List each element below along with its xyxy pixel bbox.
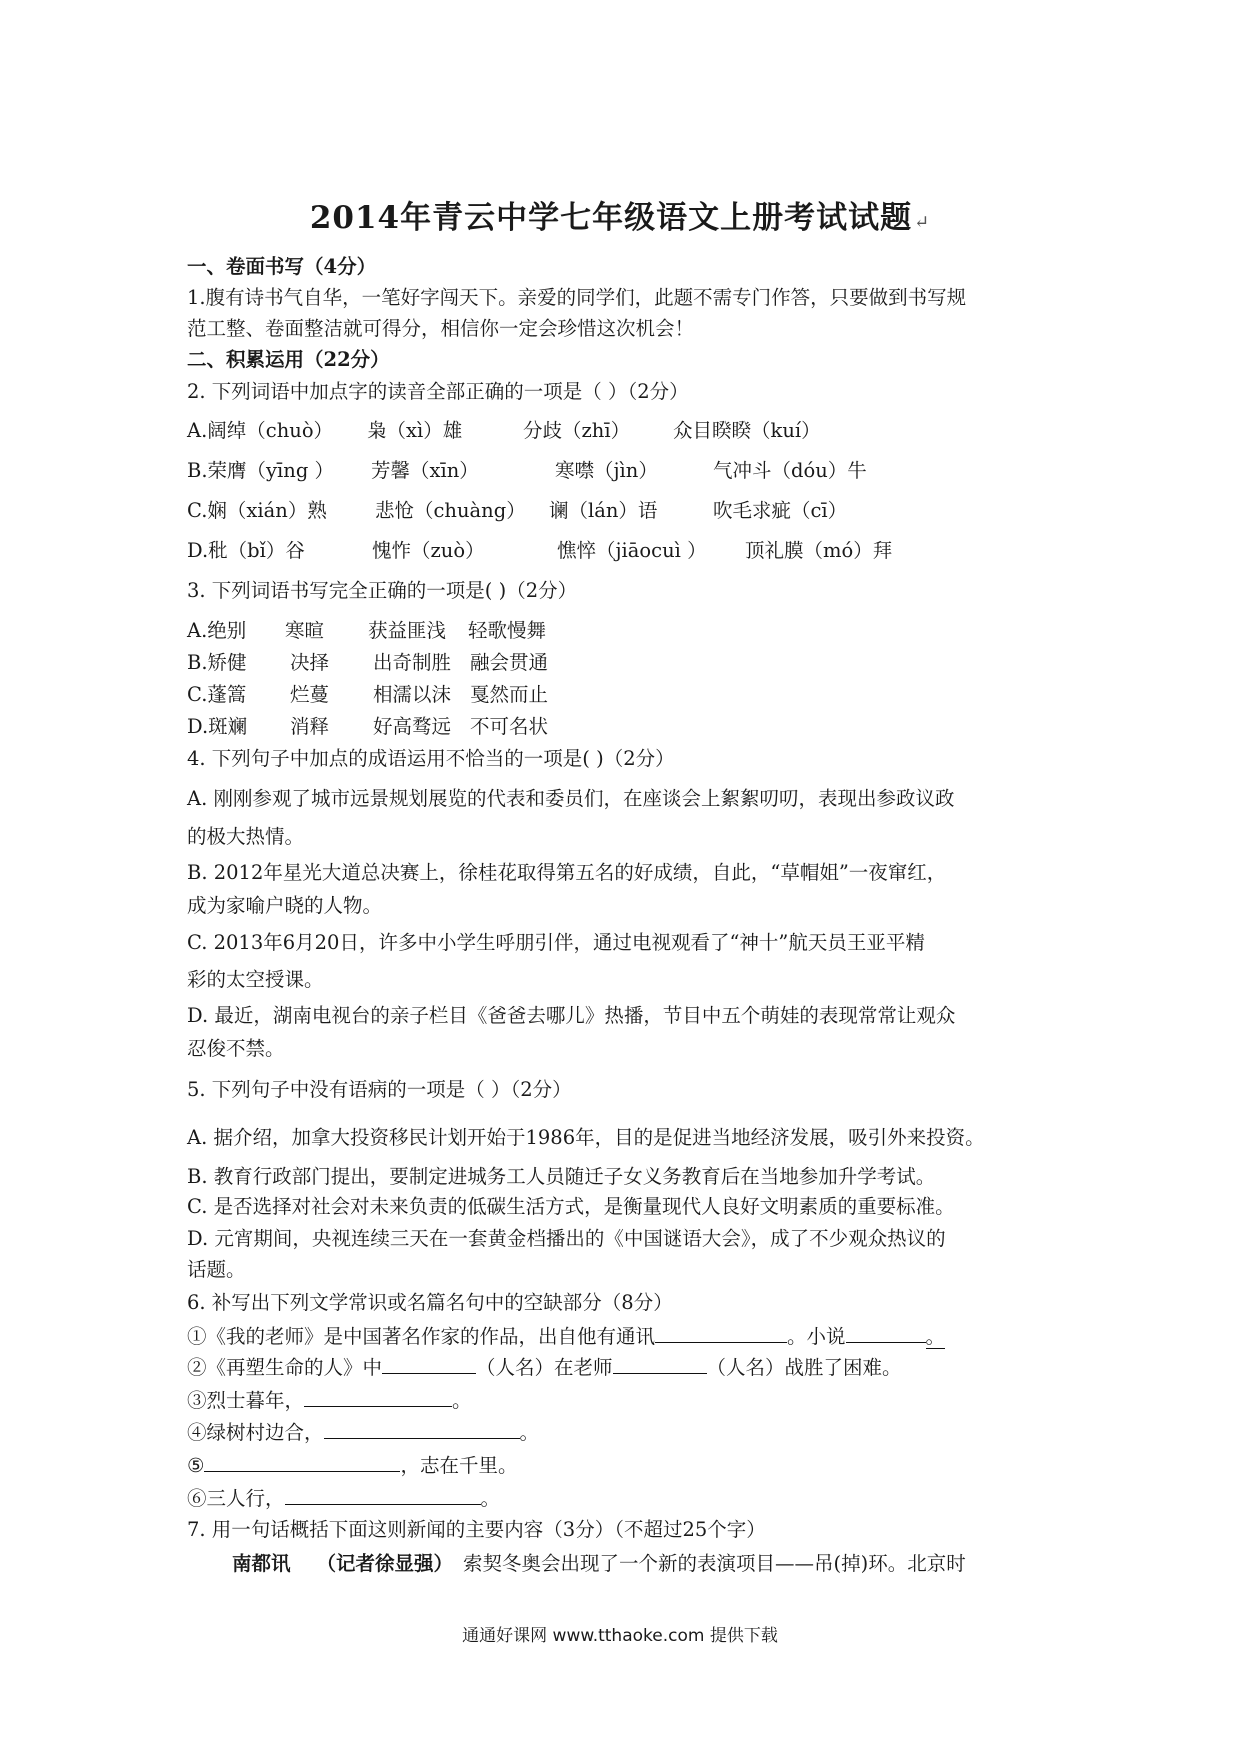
q6-1-text-d: 。 (925, 1325, 946, 1348)
q6-3-blank[interactable] (304, 1386, 452, 1407)
q6-3-text-b: 。 (452, 1389, 472, 1412)
q4-d-line-2: 忍俊不禁。 (187, 1037, 285, 1060)
section-1-heading: 一、卷面书写（4分） (187, 255, 377, 278)
q3-a-1: A.绝别 (187, 619, 247, 642)
q2-b-1: B.荣膺（yīng ） (187, 459, 335, 482)
q6-5-text-b: ，志在千里。 (400, 1454, 518, 1477)
q2-a-4: 众目睽睽（kuí） (673, 419, 821, 442)
q6-item-4 (187, 1418, 539, 1446)
q2-a-1: A.阔绰（chuò） (187, 419, 334, 442)
q2-b-2: 芳馨（xīn） (371, 459, 479, 482)
q2-d-4: 顶礼膜（mó）拜 (745, 539, 893, 562)
q4-b-line-1: B. 2012年星光大道总决赛上，徐桂花取得第五名的好成绩，自此，“草帽姐”一夜窜红， (187, 861, 947, 884)
q3-c-3: 相濡以沫 (373, 683, 452, 706)
q2-d-1: D.秕（bǐ）谷 (187, 539, 305, 562)
q7-news-text: 索契冬奥会出现了一个新的表演项目——吊(掉)环。北京时 (463, 1552, 966, 1575)
q6-item-2 (187, 1353, 902, 1381)
q5-option-a: A. 据介绍，加拿大投资移民计划开始于1986年，目的是促进当地经济发展，吸引外来投资。 (187, 1126, 985, 1149)
q2-d-2: 愧怍（zuò） (372, 539, 485, 562)
q5-d-line-2: 话题。 (187, 1258, 246, 1281)
q6-1-text-b: 的作品，出自他有通讯 (460, 1325, 656, 1348)
q3-b-2: 决择 (290, 651, 330, 674)
q1-line-2: 范工整、卷面整洁就可得分，相信你一定会珍惜这次机会！ (187, 317, 695, 340)
q5-d-line-1: D. 元宵期间，央视连续三天在一套黄金档播出的《中国谜语大会》，成了不少观众热议的 (187, 1227, 946, 1250)
q6-6-blank[interactable] (285, 1484, 481, 1505)
title-text: 2014年青云中学七年级语文上册考试试题 (309, 200, 913, 236)
q6-5-blank[interactable] (204, 1451, 400, 1472)
q6-1-text-c: 。小说 (787, 1325, 846, 1348)
q3-option-c (187, 682, 548, 708)
q4-c-line-2: 彩的太空授课。 (187, 968, 324, 991)
q6-4-text-b: 。 (519, 1421, 540, 1444)
q5-stem: 5. 下列句子中没有语病的一项是（ ）（2分） (187, 1078, 572, 1101)
q3-d-1: D.斑斓 (187, 715, 248, 738)
page-title (0, 192, 1240, 237)
q7-news-reporter: （记者徐显强） (316, 1552, 454, 1575)
q3-b-4: 融会贯通 (470, 651, 549, 674)
q3-option-a (187, 618, 546, 644)
q2-option-b (187, 458, 867, 484)
q2-a-3: 分歧（zhī） (523, 419, 631, 442)
q7-stem: 7. 用一句话概括下面这则新闻的主要内容（3分）（不超过25个字） (187, 1518, 766, 1541)
q6-1-text-a: ①《我的老师》是中国著名作家 (187, 1325, 461, 1348)
q3-option-d (187, 714, 548, 740)
q4-stem: 4. 下列句子中加点的成语运用不恰当的一项是( )（2分） (187, 747, 675, 770)
q6-2-blank-teacher[interactable] (613, 1353, 707, 1374)
q3-c-2: 烂蔓 (290, 683, 330, 706)
section-2-heading: 二、积累运用（22分） (187, 348, 390, 371)
q2-c-1: C.娴（xián）熟 (187, 499, 327, 522)
q7-news-line (232, 1551, 966, 1577)
q6-2-text-b: （人名）在老师 (476, 1356, 613, 1379)
q3-option-b (187, 650, 548, 676)
q6-3-text-a: ③烈士暮年， (187, 1389, 305, 1412)
q3-stem: 3. 下列词语书写完全正确的一项是( )（2分） (187, 579, 578, 602)
q6-1-blank-report[interactable] (655, 1322, 787, 1343)
q6-6-text-b: 。 (480, 1487, 501, 1510)
q7-news-lead: 南都讯 (232, 1552, 291, 1575)
q4-c-line-1: C. 2013年6月20日，许多中小学生呼朋引伴，通过电视观看了“神十”航天员王亚平精 (187, 931, 925, 954)
q2-stem: 2. 下列词语中加点字的读音全部正确的一项是（ ）（2分） (187, 380, 689, 403)
q2-c-2: 悲怆（chuàng） (375, 499, 526, 522)
q2-option-c (187, 498, 847, 524)
q6-stem: 6. 补写出下列文学常识或名篇名句中的空缺部分（8分） (187, 1291, 673, 1314)
q6-5-text-a: ⑤ (187, 1454, 205, 1477)
q2-option-d (187, 538, 892, 564)
q6-item-1 (187, 1322, 945, 1350)
q3-d-2: 消释 (290, 715, 330, 738)
q6-item-5 (187, 1451, 518, 1479)
q6-6-text-a: ⑥三人行， (187, 1487, 285, 1510)
q3-b-3: 出奇制胜 (373, 651, 452, 674)
q2-b-3: 寒噤（jìn） (555, 459, 658, 482)
q2-d-3: 憔悴（jiāocuì ） (557, 539, 707, 562)
q3-b-1: B.矫健 (187, 651, 247, 674)
q3-d-3: 好高骛远 (373, 715, 452, 738)
q3-d-4: 不可名状 (470, 715, 549, 738)
paragraph-mark: ↵ (914, 212, 931, 233)
q4-d-line-1: D. 最近，湖南电视台的亲子栏目《爸爸去哪儿》热播，节目中五个萌娃的表现常常让观众 (187, 1004, 956, 1027)
q6-2-text-a: ②《再塑生命的人》中 (187, 1356, 383, 1379)
q4-b-line-2: 成为家喻户晓的人物。 (187, 894, 383, 917)
q3-c-4: 戛然而止 (470, 683, 549, 706)
q2-b-4: 气冲斗（dóu）牛 (713, 459, 867, 482)
q2-c-4: 吹毛求疵（cī） (713, 499, 848, 522)
q2-option-a (187, 418, 821, 444)
q3-a-4: 轻歌慢舞 (468, 619, 547, 642)
q5-option-c: C. 是否选择对社会对未来负责的低碳生活方式，是衡量现代人良好文明素质的重要标准。 (187, 1195, 955, 1218)
q6-item-6 (187, 1484, 500, 1512)
q2-a-2: 枭（xì）雄 (367, 419, 463, 442)
q1-line-1: 1.腹有诗书气自华，一笔好字闯天下。亲爱的同学们，此题不需专门作答，只要做到书写规 (187, 286, 967, 309)
q6-2-blank-student[interactable] (382, 1353, 476, 1374)
q6-item-3 (187, 1386, 472, 1414)
q3-a-3: 获益匪浅 (368, 619, 447, 642)
q3-a-2: 寒暄 (285, 619, 325, 642)
q4-a-line-2: 的极大热情。 (187, 825, 305, 848)
q6-1-blank-novel[interactable] (846, 1322, 926, 1343)
q3-c-1: C.蓬篙 (187, 683, 247, 706)
q2-c-3: 谰（lán）语 (549, 499, 658, 522)
download-footer: 通通好课网 www.tthaoke.com 提供下载 (462, 1626, 778, 1646)
q6-4-blank[interactable] (324, 1418, 520, 1439)
q4-a-line-1: A. 刚刚参观了城市远景规划展览的代表和委员们，在座谈会上絮絮叨叨，表现出参政议政 (187, 787, 955, 810)
q5-option-b: B. 教育行政部门提出，要制定进城务工人员随迁子女义务教育后在当地参加升学考试。 (187, 1165, 936, 1188)
q6-4-text-a: ④绿树村边合， (187, 1421, 324, 1444)
q6-2-text-c: （人名）战胜了困难。 (706, 1356, 902, 1379)
